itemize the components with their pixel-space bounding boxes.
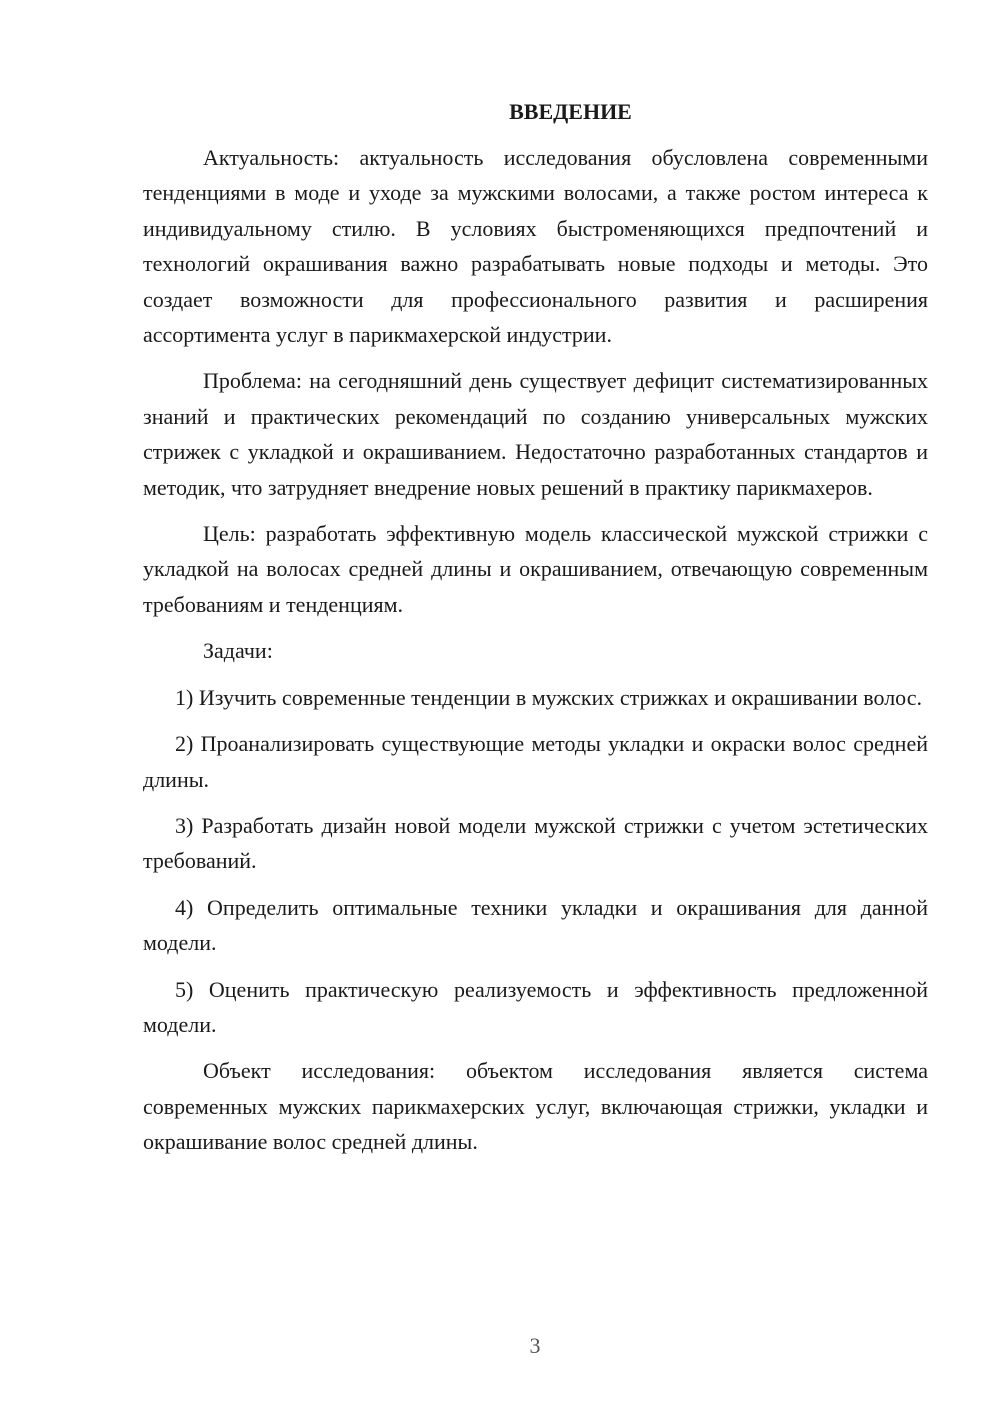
task-item-4: 4) Определить оптимальные техники укладки и окрашивания для данной модели.: [143, 894, 928, 956]
section-title: ВВЕДЕНИЕ: [509, 99, 632, 124]
paragraph-problem: Проблема: на сегодняшний день существует дефицит систематизированных знаний и практических рекомендаций по созданию универсальных мужских стрижек с укладкой и окрашиванием. Недостаточно разработанных стандартов и методик, что затрудняет внедрение новых решений в практику парикмахеров.: [143, 368, 928, 500]
paragraph-goal: Цель: разработать эффективную модель классической мужской стрижки с укладкой на волосах средней длины и окрашиванием, отвечающую современным требованиям и тенденциям.: [143, 521, 928, 617]
paragraph-object: Объект исследования: объектом исследования является система современных мужских парикмахерских услуг, включающая стрижки, укладки и окрашивание волос средней длины.: [143, 1058, 928, 1155]
task-item-3: 3) Разработать дизайн новой модели мужской стрижки с учетом эстетических требований.: [143, 812, 928, 874]
paragraph-relevance: Актуальность: актуальность исследования обусловлена современными тенденциями в моде и уходе за мужскими волосами, а также ростом интереса к индивидуальному стилю. В условиях быстроменяющихся предпочтений и технологий окрашивания важно разрабатывать новые подходы и методы. Это создает возможности для профессионального развития и расширения ассортимента услуг в парикмахерской индустрии.: [143, 145, 928, 348]
tasks-heading: Задачи:: [203, 638, 273, 664]
task-item-2: 2) Проанализировать существующие методы укладки и окраски волос средней длины.: [143, 731, 928, 792]
task-item-5: 5) Оценить практическую реализуемость и эффективность предложенной модели.: [143, 976, 928, 1037]
page-number: 3: [529, 1333, 541, 1358]
task-item-1: 1) Изучить современные тенденции в мужских стрижках и окрашивании волос.: [175, 684, 922, 710]
document-page: [143, 94, 928, 1160]
